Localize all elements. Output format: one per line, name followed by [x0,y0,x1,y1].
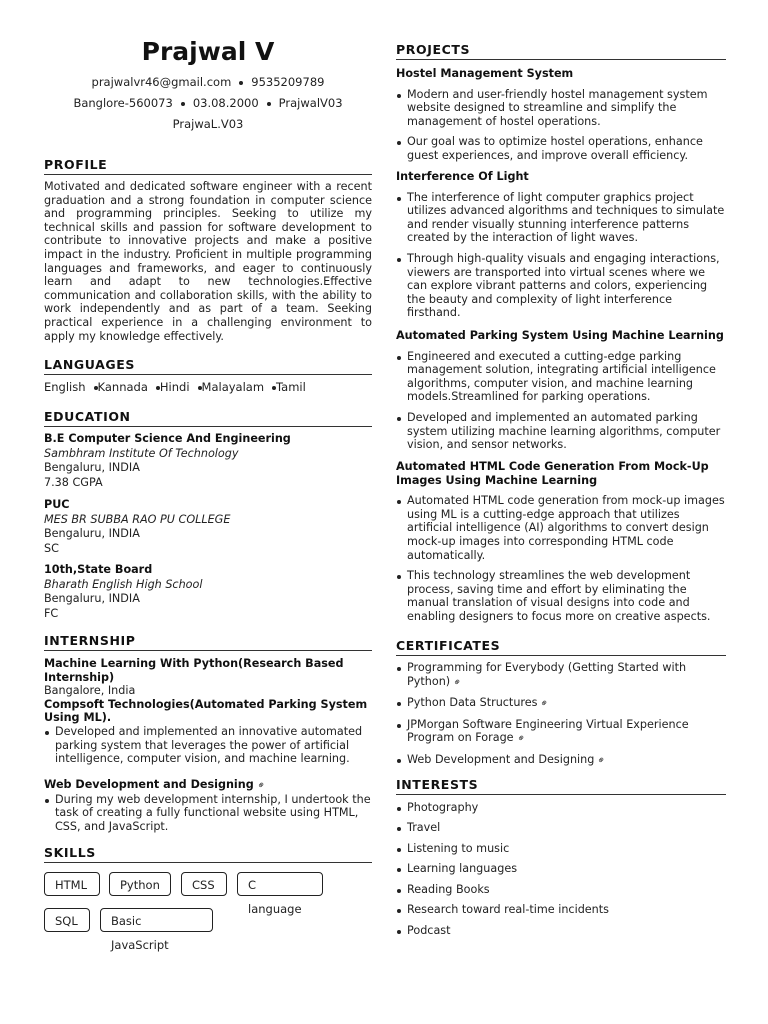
score: SC [44,541,59,555]
location: Banglore-560073 [73,96,173,110]
score: FC [44,606,59,620]
list-item: Automated HTML code generation from mock-up images using ML is a cutting-edge approach that utilizes artificial intelligence (AI) algorithms to convert design mock-up images into corresponding HTML code automatically. [396,494,726,562]
internship-entry [44,778,372,833]
link-icon[interactable]: ⚭ [595,753,610,768]
project-title: Hostel Management System [396,67,574,80]
project-entry [396,329,726,452]
list-item: During my web development internship, I undertook the task of creating a fully functional website using HTML, CSS, and JavaScript. [44,793,372,834]
project-entry [396,170,726,320]
degree: PUC [44,498,70,511]
separator-dot [267,102,271,106]
interests-list [396,801,726,938]
certificate-item[interactable] [396,661,726,689]
languages-heading: LANGUAGES [44,357,372,375]
certificate-label: Python Data Structures [407,696,538,710]
degree: B.E Computer Science And Engineering [44,432,291,445]
internship-title: Web Development and Designing [44,778,254,791]
place: Bengaluru, INDIA [44,461,140,474]
profile-handle-2[interactable]: PrajwaL.V03 [172,117,244,131]
education-entry [44,563,372,621]
separator-dot [181,102,185,106]
education-entry [44,498,372,556]
interest-item: Photography [396,801,726,815]
skill-chip: CSS [181,872,227,896]
candidate-name: Prajwal V [141,37,275,66]
list-item: Through high-quality visuals and engaging interactions, viewers are transported into virtual scenes where we can explore vibrant patterns and colors, experiencing the beauty and complexity of light interference firsthand. [396,252,726,320]
internship-entry [44,657,372,766]
place: Bengaluru, INDIA [44,592,140,605]
contact-line-1 [44,75,372,89]
skills-heading: SKILLS [44,845,372,863]
project-title: Interference Of Light [396,170,529,183]
list-item: Developed and implemented an automated parking system utilizing machine learning algorithms, computer vision, and sensor networks. [396,411,726,452]
certificate-item[interactable] [396,718,726,746]
certificate-label: Web Development and Designing [407,752,595,766]
project-title: Automated HTML Code Generation From Mock-Up Images Using Machine Learning [396,460,709,487]
link-icon[interactable]: ⚭ [538,696,553,711]
certificate-label: JPMorgan Software Engineering Virtual Experience Program on Forage [407,717,689,745]
certificate-item[interactable] [396,696,726,711]
skill-chip: HTML [44,872,100,896]
date-of-birth: 03.08.2000 [192,96,259,110]
certificates-list [396,661,726,768]
email[interactable]: prajwalvr46@gmail.com [91,75,232,89]
list-item: Modern and user-friendly hostel management system website designed to streamline and simplify the management of hostel operations. [396,88,726,129]
language-item: English [44,380,86,394]
contact-line-3 [44,117,372,131]
school: Sambhram Institute Of Technology [44,446,239,460]
skill-chip: SQL [44,908,90,932]
list-item: This technology streamlines the web development process, saving time and effort by eliminating the manual translation of visual designs into code and enabling designers to focus more on creative aspects. [396,569,726,623]
link-icon[interactable]: ⚭ [514,732,529,746]
interest-item: Reading Books [396,883,726,897]
internship-place: Bangalore, India [44,684,136,698]
internship-company: Compsoft Technologies(Automated Parking System Using ML). [44,697,368,725]
education-entry [44,432,372,490]
certificates-heading: CERTIFICATES [396,638,726,656]
link-icon[interactable]: ⚭ [254,778,269,793]
skill-chip: C language [237,872,323,896]
phone[interactable]: 9535209789 [251,75,325,89]
separator-dot [239,81,243,85]
interests-heading: INTERESTS [396,777,726,795]
project-entry [396,460,726,624]
project-title: Automated Parking System Using Machine Learning [396,329,724,342]
profile-text: Motivated and dedicated software engineer with a recent graduation and a strong foundation in computer science and programming principles. Seeking to utilize my technical skills and passion for software development to contribute to innovative projects and make a positive impact in the industry. Proficient in multiple programming languages and frameworks, and eager to continuously learn and adapt to new technologies.Effective communication and collaboration skills, with the ability to work independently and as part of a team. Seeking practical experience in a challenging environment to apply my knowledge effectively. [44,180,372,343]
link-icon[interactable]: ⚭ [451,675,465,690]
list-item: Developed and implemented an innovative automated parking system that leverages the power of artificial intelligence, computer vision, and machine learning. [44,725,372,766]
projects-heading: PROJECTS [396,42,726,60]
place: Bengaluru, INDIA [44,527,140,540]
score: 7.38 CGPA [44,475,103,489]
interest-item: Listening to music [396,842,726,856]
education-heading: EDUCATION [44,409,372,427]
language-item: Malayalam [201,380,265,394]
internship-heading: INTERNSHIP [44,633,372,651]
language-item: Tamil [276,380,306,394]
certificate-item[interactable] [396,753,726,768]
languages-list [44,381,372,395]
profile-handle[interactable]: PrajwalV03 [278,96,343,110]
list-item: The interference of light computer graphics project utilizes advanced algorithms and techniques to simulate and render visually stunning interference patterns created by the interaction of light waves. [396,191,726,245]
language-item: Kannada [97,380,148,394]
school: Bharath English High School [44,577,203,591]
certificate-label: Programming for Everybody (Getting Started with Python) [407,661,687,688]
contact-line-2 [44,96,372,110]
profile-heading: PROFILE [44,157,372,175]
interest-item: Research toward real-time incidents [396,903,726,917]
project-entry [396,67,726,163]
school: MES BR SUBBA RAO PU COLLEGE [44,512,231,526]
skill-chip: Python [109,872,171,896]
list-item: Engineered and executed a cutting-edge parking management solution, integrating artificial intelligence algorithms, computer vision, and machine learning models.Streamlined for parking operations. [396,350,726,404]
list-item: Our goal was to optimize hostel operations, enhance guest experiences, and improve overall efficiency. [396,135,726,162]
language-item: Hindi [159,380,190,394]
degree: 10th,State Board [44,563,153,576]
skill-chip: Basic JavaScript [100,908,213,932]
interest-item: Learning languages [396,862,726,876]
internship-title: Machine Learning With Python(Research Based Internship) [44,657,344,684]
interest-item: Travel [396,821,726,835]
interest-item: Podcast [396,924,726,938]
